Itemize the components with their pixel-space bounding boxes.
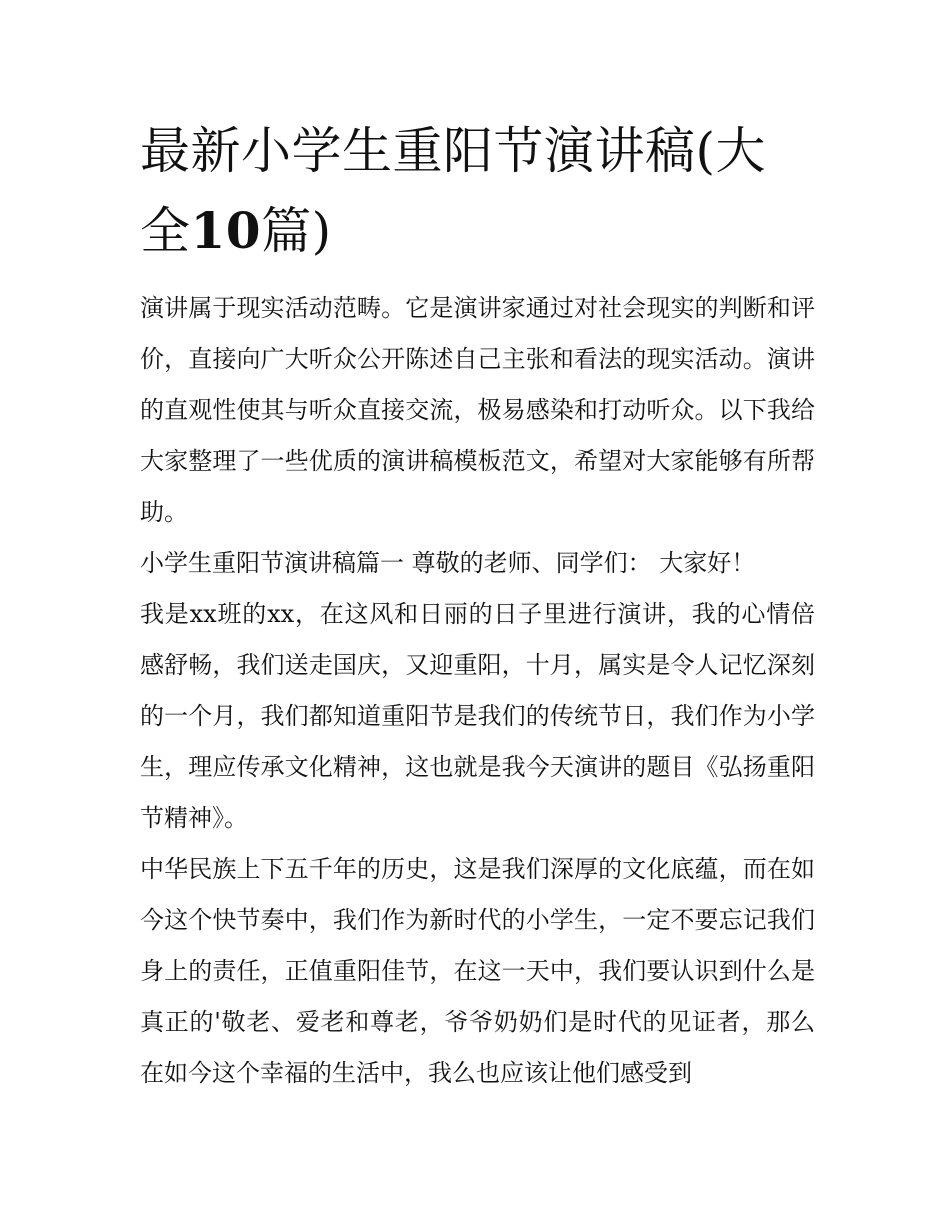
speech-paragraph: 我是xx班的xx，在这风和日丽的日子里进行演讲，我的心情倍感舒畅，我们送走国庆，又迎重阳，十月，属实是令人记忆深刻的一个月，我们都知道重阳节是我们的传统节日，我们作为小学生，理应传承文化精神，这也就是我今天演讲的题目《弘扬重阳节精神》。 xyxy=(140,600,815,832)
intro-paragraph: 演讲属于现实活动范畴。它是演讲家通过对社会现实的判断和评价，直接向广大听众公开陈述自己主张和看法的现实活动。演讲的直观性使其与听众直接交流，极易感染和打动听众。以下我给大家整理了一些优质的演讲稿模板范文，希望对大家能够有所帮助。 xyxy=(140,294,815,526)
document-content xyxy=(140,112,815,1099)
speech-paragraph: 中华民族上下五千年的历史，这是我们深厚的文化底蕴，而在如今这个快节奏中，我们作为新时代的小学生，一定不要忘记我们身上的责任，正值重阳佳节，在这一天中，我们要认识到什么是真正的'敬老、爱老和尊老，爷爷奶奶们是时代的见证者，那么在如今这个幸福的生活中，我么也应该让他们感受到 xyxy=(140,855,815,1087)
speech-heading-paragraph: 小学生重阳节演讲稿篇一 尊敬的老师、同学们： 大家好！ xyxy=(140,549,756,577)
document-title: 最新小学生重阳节演讲稿(大全10篇) xyxy=(140,122,767,260)
title-number: 10 xyxy=(190,201,262,260)
document-body xyxy=(140,283,815,1099)
